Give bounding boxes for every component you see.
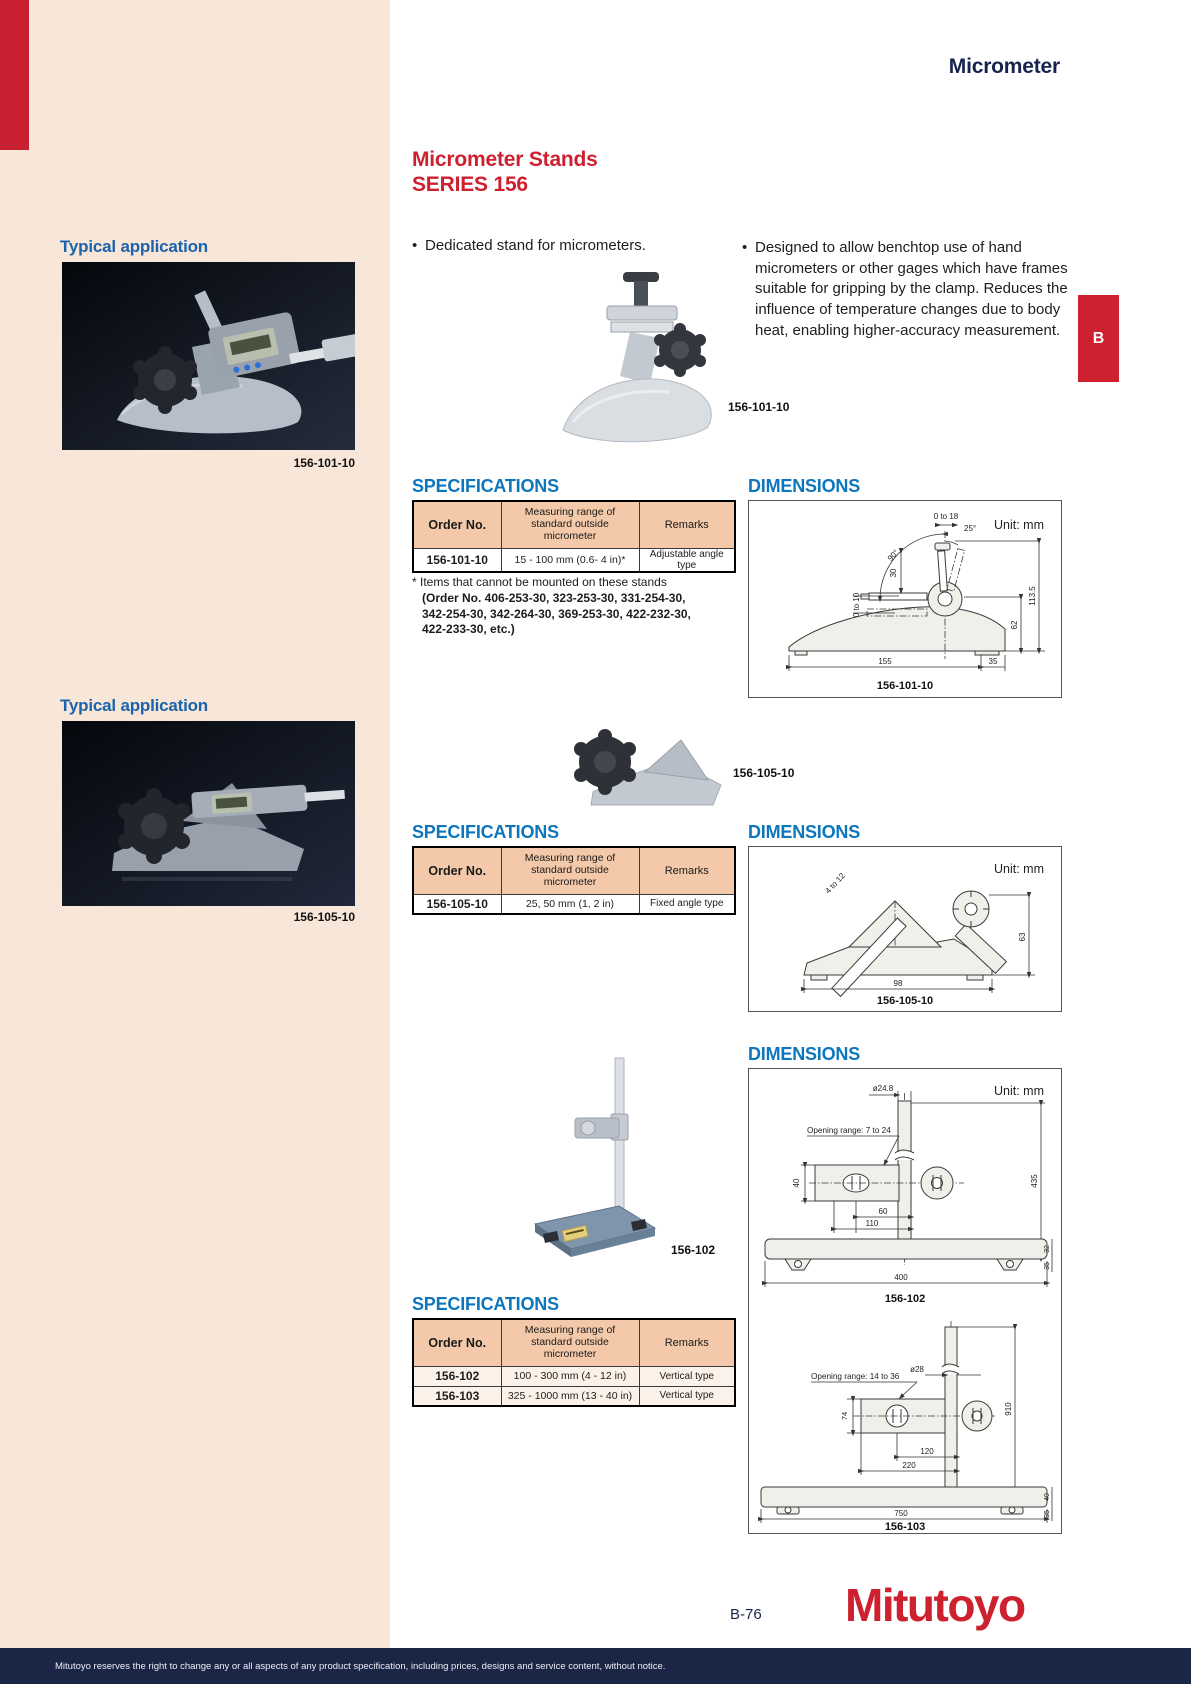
dim-label-74: 74 (840, 1411, 849, 1421)
dim-label-35: 35 (1044, 1262, 1051, 1270)
spec-table-2 (412, 846, 736, 915)
dim-label-220: 220 (902, 1461, 916, 1470)
dim-label-dia24-8: ø24.8 (872, 1084, 894, 1093)
col-measuring-range: Measuring range of standard outside micrometer (501, 1319, 639, 1366)
cell-order: 156-102 (413, 1366, 501, 1386)
cell-range: 100 - 300 mm (4 - 12 in) (501, 1366, 639, 1386)
dim-label-40: 40 (1044, 1493, 1051, 1501)
dimension-drawing-156-105-10 (749, 847, 1061, 1011)
cell-remarks: Vertical type (639, 1366, 735, 1386)
dim-label-25deg: 25° (964, 524, 977, 533)
dim-label-0to18: 0 to 18 (933, 512, 959, 521)
dim-label-110: 110 (865, 1219, 879, 1228)
typical-application-photo-1 (62, 262, 355, 450)
table-row (413, 1366, 735, 1386)
typical-application-heading-2: Typical application (60, 696, 208, 715)
table-row (413, 1386, 735, 1406)
dim-label-60: 60 (878, 1207, 888, 1216)
drawing-156-103 (761, 1321, 1052, 1523)
photo-caption-1: 156-101-10 (293, 456, 355, 470)
footer-note: Mitutoyo reserves the right to change any or all aspects of any product specification, including prices, designs and service content, without notice. (55, 1660, 666, 1672)
dimensions-heading-3: DIMENSIONS (748, 1044, 861, 1064)
specifications-heading-3: SPECIFICATIONS (412, 1294, 559, 1314)
unit-label: Unit: mm (994, 1084, 1044, 1098)
col-remarks: Remarks (639, 501, 735, 548)
stand-illustration-156-102 (523, 1056, 668, 1271)
col-remarks: Remarks (639, 847, 735, 894)
cell-remarks: Vertical type (639, 1386, 735, 1406)
drawing-156-102 (765, 1091, 1052, 1287)
dim-label-400: 400 (894, 1273, 908, 1282)
dimension-drawing-156-101-10 (749, 501, 1061, 697)
col-order-no: Order No. (413, 1319, 501, 1366)
bullet-icon: • (412, 237, 418, 254)
footnote-line: (Order No. 406-253-30, 323-253-30, 331-254-30, (422, 590, 686, 605)
dimensions-heading-2: DIMENSIONS (748, 822, 861, 842)
footnote-line: 422-233-30, etc.) (422, 622, 515, 637)
section-tab-b: B (1078, 295, 1119, 382)
dim-label-dia28: ø28 (910, 1365, 924, 1374)
dimensions-box-2 (748, 846, 1062, 1012)
product-photo-156-102 (523, 1056, 668, 1271)
table-row (413, 894, 735, 914)
page-title: Micrometer (948, 55, 1060, 78)
dimensions-heading-1: DIMENSIONS (748, 476, 861, 496)
col-measuring-range: Measuring range of standard outside micrometer (501, 501, 639, 548)
product-photo-156-105-10 (553, 700, 731, 825)
page-number: B-76 (730, 1606, 762, 1623)
specifications-heading-1: SPECIFICATIONS (412, 476, 559, 496)
stand-illustration-156-105-10 (553, 700, 731, 825)
unit-label: Unit: mm (994, 518, 1044, 532)
col-remarks: Remarks (639, 1319, 735, 1366)
unit-label: Unit: mm (994, 862, 1044, 876)
cell-range: 25, 50 mm (1, 2 in) (501, 894, 639, 914)
dim-label-opening-7to24: Opening range: 7 to 24 (807, 1126, 891, 1135)
table-row (413, 548, 735, 572)
spec-footnote (412, 575, 691, 638)
dim-label-90deg: 90° (885, 547, 901, 563)
spec-table-3 (412, 1318, 736, 1407)
typical-application-photo-2 (62, 721, 355, 906)
dim-label-40: 40 (792, 1178, 801, 1188)
drawing-lines (789, 525, 1045, 671)
typical-application-heading-1: Typical application (60, 237, 208, 256)
dim-label-120: 120 (920, 1447, 934, 1456)
dim-label-113-5: 113.5 (1028, 586, 1037, 606)
dim-label-62: 62 (1010, 620, 1019, 630)
dimensions-box-1 (748, 500, 1062, 698)
series-title (412, 148, 598, 198)
series-title-line1: Micrometer Stands (412, 148, 598, 171)
drawing-caption: 156-103 (884, 1521, 926, 1533)
series-title-line2: SERIES 156 (412, 172, 528, 196)
red-corner-block (0, 0, 29, 150)
col-order-no: Order No. (413, 847, 501, 894)
dim-label-63: 63 (1018, 932, 1027, 942)
drawing-caption: 156-102 (884, 1293, 926, 1305)
dim-label-opening-14to36: Opening range: 14 to 36 (811, 1372, 900, 1381)
dim-label-435: 435 (1030, 1174, 1039, 1188)
dimensions-box-3 (748, 1068, 1062, 1534)
drawing-caption: 156-101-10 (876, 680, 934, 692)
cell-order: 156-105-10 (413, 894, 501, 914)
specifications-heading-2: SPECIFICATIONS (412, 822, 559, 842)
dim-label-750: 750 (894, 1509, 908, 1518)
brand-logo: Mitutoyo (845, 1579, 1025, 1631)
dim-label-4to12: 4 to 12 (823, 871, 847, 896)
spec-table-1 (412, 500, 736, 573)
dim-label-910: 910 (1004, 1402, 1013, 1416)
dim-label-155: 155 (878, 657, 892, 666)
dimension-drawing-156-102-103 (749, 1069, 1061, 1533)
col-order-no: Order No. (413, 501, 501, 548)
product-label-2: 156-105-10 (733, 766, 795, 780)
cell-remarks: Fixed angle type (639, 894, 735, 914)
product-label-1: 156-101-10 (728, 400, 790, 414)
dim-label-32: 32 (1044, 1245, 1051, 1253)
cell-range: 325 - 1000 mm (13 - 40 in) (501, 1386, 639, 1406)
bullet-left-text: Dedicated stand for micrometers. (425, 237, 646, 254)
footnote-line: * Items that cannot be mounted on these stands (412, 575, 667, 589)
cell-order: 156-101-10 (413, 548, 501, 572)
drawing-lines (804, 891, 1035, 996)
bullet-icon: • (742, 239, 748, 256)
dim-label-30: 30 (889, 568, 898, 578)
footnote-line: 342-254-30, 342-264-30, 369-253-30, 422-232-30, (422, 606, 691, 621)
bullet-right-text: Designed to allow benchtop use of hand micrometers or other gages which have frames suitable for gripping by the clamp. Reduces the influence of temperature changes due to body heat, enabling higher-accuracy measurement. (755, 239, 1068, 339)
bullet-left (412, 236, 712, 257)
dim-label-35b: 35 (1044, 1510, 1051, 1518)
footer-bar (0, 1648, 1191, 1684)
bullet-right (742, 238, 1068, 341)
photo-caption-2: 156-105-10 (293, 910, 355, 924)
micrometer-on-stand-photo-illustration (62, 262, 355, 450)
cell-remarks: Adjustable angle type (639, 548, 735, 572)
cell-order: 156-103 (413, 1386, 501, 1406)
stand-illustration-156-101-10 (545, 262, 730, 462)
micrometer-on-stand-photo-illustration (62, 721, 355, 906)
drawing-caption: 156-105-10 (876, 995, 934, 1007)
dim-label-0to10: 0 to 10 (852, 592, 861, 618)
cell-range: 15 - 100 mm (0.6- 4 in)* (501, 548, 639, 572)
col-measuring-range: Measuring range of standard outside micrometer (501, 847, 639, 894)
dim-label-98: 98 (893, 979, 903, 988)
dim-label-35: 35 (988, 657, 998, 666)
product-label-3: 156-102 (671, 1243, 716, 1257)
product-photo-156-101-10 (545, 262, 730, 462)
